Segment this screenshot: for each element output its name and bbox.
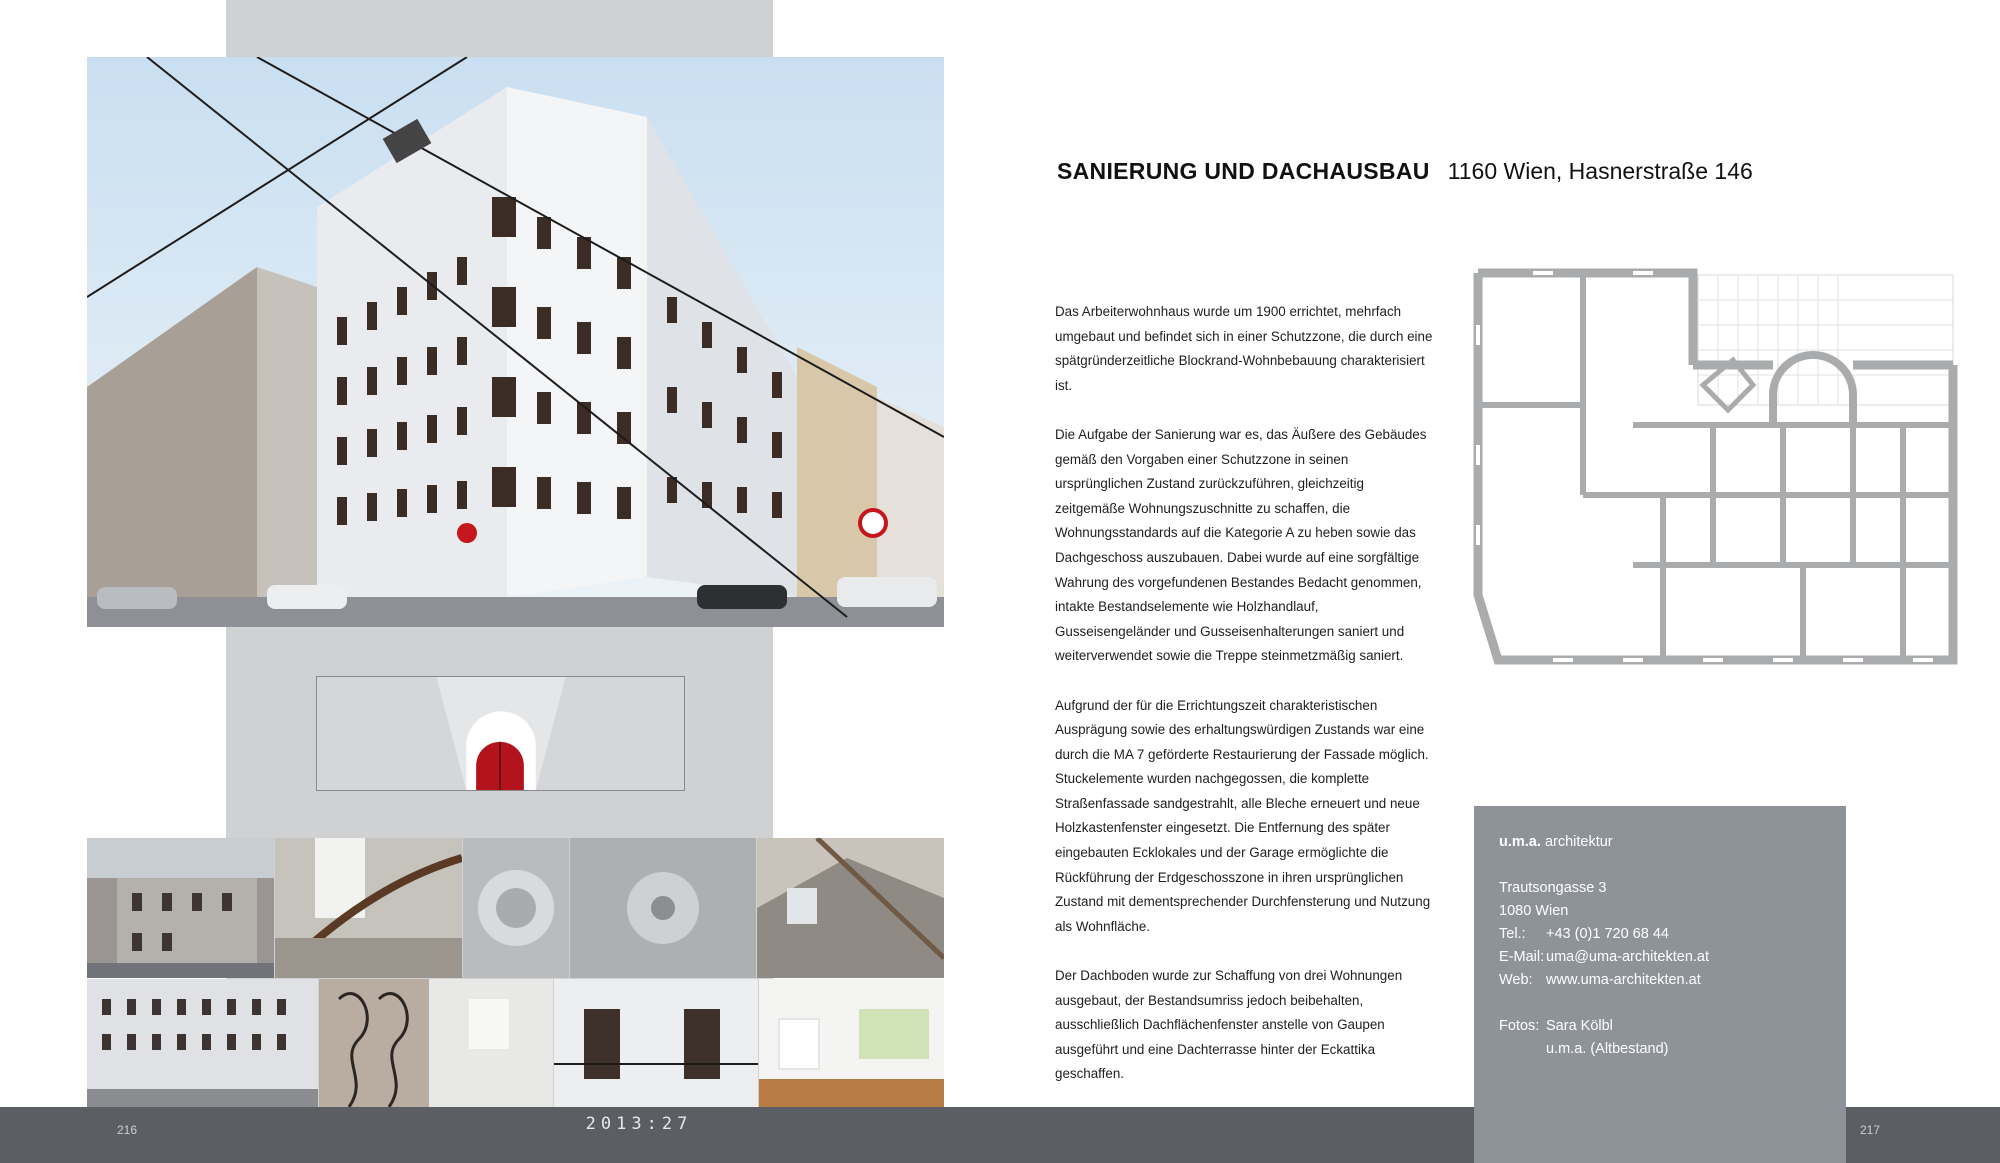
photos-credit-2: u.m.a. (Altbestand) bbox=[1546, 1041, 1669, 1057]
page-number-left: 216 bbox=[117, 1123, 138, 1137]
firm-name-bold: u.m.a. bbox=[1499, 834, 1541, 850]
paragraph-1: Das Arbeiterwohnhaus wurde um 1900 errichtet, mehrfach umgebaut und befindet sich in einer Schutzzone, die durch eine spätgründerzeitliche Blockrand-Wohnbebauung charakterisiert ist. bbox=[1055, 304, 1433, 393]
photo-credit-row bbox=[1499, 1015, 1821, 1038]
firm-web-row bbox=[1499, 969, 1821, 992]
page-number-right: 217 bbox=[1860, 1123, 1881, 1137]
architect-info-box bbox=[1474, 806, 1846, 1163]
thumbnail-windows bbox=[554, 979, 758, 1107]
title-heading: SANIERUNG UND DACHAUSBAU bbox=[1057, 158, 1430, 184]
thumbnail-corner-view bbox=[87, 838, 274, 978]
email-value[interactable]: uma@uma-architekten.at bbox=[1546, 949, 1710, 965]
project-description bbox=[1055, 300, 1435, 1112]
firm-name bbox=[1499, 831, 1821, 854]
email-label: E-Mail: bbox=[1499, 949, 1545, 965]
paragraph-3: Aufgrund der für die Errichtungszeit charakteristischen Ausprägung sowie des erhaltungswürdigen Zustands war eine durch die MA 7 geförderte Restaurierung der Fassade möglich. Stuckelemente wurden nachgegossen, die komplette Straßenfassade sandgestrahlt, alle Bleche erneuert und neue Holzkastenfenster eingesetzt. Die Entfernung des später eingebauten Ecklokales und der Garage ermöglichte die Rückführung der Erdgeschosszone in ihren ursprünglichen Zustand mit dementsprechender Durchfensterung und Nutzung als Wohnfläche. bbox=[1055, 697, 1431, 934]
photos-label: Fotos: bbox=[1499, 1018, 1540, 1034]
firm-email-row bbox=[1499, 946, 1821, 969]
photos-credit-1: Sara Kölbl bbox=[1546, 1018, 1613, 1034]
thumbnail-cast-iron-railing bbox=[319, 979, 553, 1107]
paragraph-2: Die Aufgabe der Sanierung war es, das Äußere des Gebäudes gemäß den Vorgaben einer Schutzzone in seinen ursprünglichen Zustand zurückzuführen, gleichzeitig zeitgemäße Wohnungszuschnitte zu schaffen, die Wohnungsstandards auf die Kategorie A zu heben sowie das Dachgeschoss auszubauen. Dabei wurde auf eine sorgfältige Wahrung des vorgefundenen Bestandes Bedacht genommen, intakte Bestandselemente wie Holzhandlauf, Gusseisengeländer und Gusseisenhalterungen saniert und weiterverwendet sowie die Treppe steinmetzmäßig saniert. bbox=[1055, 426, 1427, 664]
arched-window-photo bbox=[316, 676, 685, 791]
web-label: Web: bbox=[1499, 972, 1533, 988]
paragraph-4: Der Dachboden wurde zur Schaffung von drei Wohnungen ausgebaut, der Bestandsumriss jedoch beibehalten, ausschließlich Dachflächenfenster anstelle von Gaupen ausgeführt und eine Dachterrasse hinter der Eckattika geschaffen. bbox=[1055, 968, 1403, 1082]
web-value[interactable]: www.uma-architekten.at bbox=[1546, 972, 1701, 988]
photo-credit-row-2 bbox=[1499, 1038, 1821, 1061]
thumbnail-stucco-ornament bbox=[463, 838, 569, 978]
thumbnail-attic bbox=[757, 838, 944, 978]
title-address: 1160 Wien, Hasnerstraße 146 bbox=[1447, 158, 1753, 184]
thumbnail-stair-handrail bbox=[275, 838, 462, 978]
tel-label: Tel.: bbox=[1499, 926, 1526, 942]
magazine-issue: 2013:27 bbox=[585, 1114, 693, 1134]
thumbnail-facade bbox=[87, 979, 318, 1107]
thumbnail-rosette bbox=[570, 838, 756, 978]
firm-city: 1080 Wien bbox=[1499, 903, 1569, 919]
project-title bbox=[1057, 158, 1753, 185]
building-facade-photo bbox=[87, 57, 944, 627]
firm-tel-row bbox=[1499, 923, 1821, 946]
firm-street: Trautsongasse 3 bbox=[1499, 880, 1607, 896]
firm-name-rest: architektur bbox=[1544, 834, 1613, 850]
thumbnail-attic-apartment bbox=[759, 979, 944, 1107]
tel-value: +43 (0)1 720 68 44 bbox=[1546, 926, 1669, 942]
floor-plan-drawing bbox=[1473, 265, 1963, 670]
